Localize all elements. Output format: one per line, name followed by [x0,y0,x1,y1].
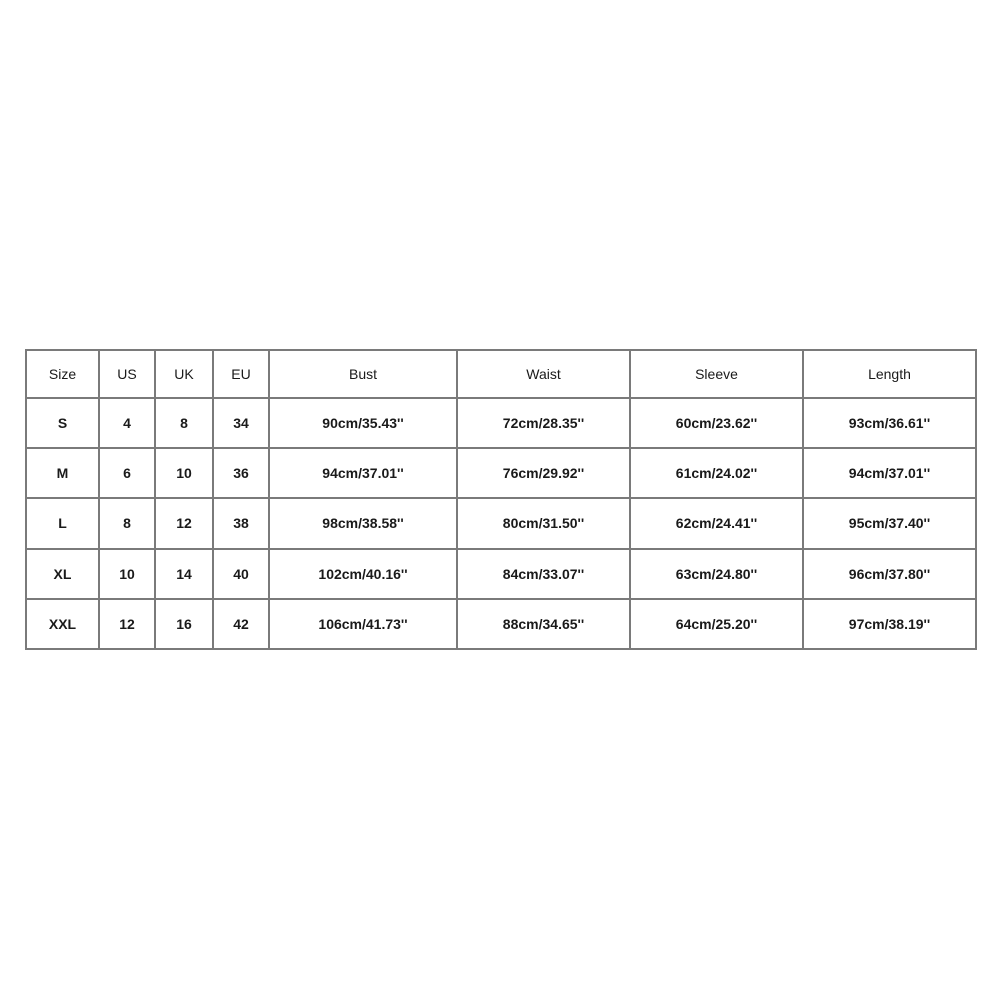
header-sleeve: Sleeve [630,350,803,398]
header-uk: UK [155,350,213,398]
cell-us: 6 [99,448,155,498]
cell-eu: 36 [213,448,269,498]
cell-length: 95cm/37.40'' [803,498,976,548]
cell-sleeve: 60cm/23.62'' [630,398,803,448]
cell-length: 93cm/36.61'' [803,398,976,448]
cell-length: 97cm/38.19'' [803,599,976,649]
cell-eu: 40 [213,549,269,599]
cell-eu: 34 [213,398,269,448]
table-row [26,549,976,599]
header-length: Length [803,350,976,398]
cell-size: S [26,398,99,448]
table-row [26,448,976,498]
cell-uk: 12 [155,498,213,548]
cell-uk: 16 [155,599,213,649]
cell-sleeve: 61cm/24.02'' [630,448,803,498]
cell-bust: 94cm/37.01'' [269,448,457,498]
table-row [26,498,976,548]
table-header-row [26,350,976,398]
header-us: US [99,350,155,398]
header-size: Size [26,350,99,398]
cell-waist: 72cm/28.35'' [457,398,630,448]
cell-us: 8 [99,498,155,548]
cell-eu: 42 [213,599,269,649]
cell-uk: 8 [155,398,213,448]
header-waist: Waist [457,350,630,398]
cell-sleeve: 62cm/24.41'' [630,498,803,548]
cell-length: 96cm/37.80'' [803,549,976,599]
cell-waist: 76cm/29.92'' [457,448,630,498]
cell-size: M [26,448,99,498]
cell-us: 4 [99,398,155,448]
header-bust: Bust [269,350,457,398]
cell-bust: 90cm/35.43'' [269,398,457,448]
cell-waist: 88cm/34.65'' [457,599,630,649]
cell-sleeve: 64cm/25.20'' [630,599,803,649]
cell-waist: 80cm/31.50'' [457,498,630,548]
cell-uk: 14 [155,549,213,599]
size-chart-table [25,349,977,650]
cell-size: XL [26,549,99,599]
cell-uk: 10 [155,448,213,498]
cell-sleeve: 63cm/24.80'' [630,549,803,599]
cell-bust: 106cm/41.73'' [269,599,457,649]
cell-us: 12 [99,599,155,649]
table-row [26,398,976,448]
cell-eu: 38 [213,498,269,548]
cell-waist: 84cm/33.07'' [457,549,630,599]
cell-us: 10 [99,549,155,599]
cell-bust: 98cm/38.58'' [269,498,457,548]
header-eu: EU [213,350,269,398]
cell-size: L [26,498,99,548]
cell-bust: 102cm/40.16'' [269,549,457,599]
table-row [26,599,976,649]
cell-length: 94cm/37.01'' [803,448,976,498]
cell-size: XXL [26,599,99,649]
